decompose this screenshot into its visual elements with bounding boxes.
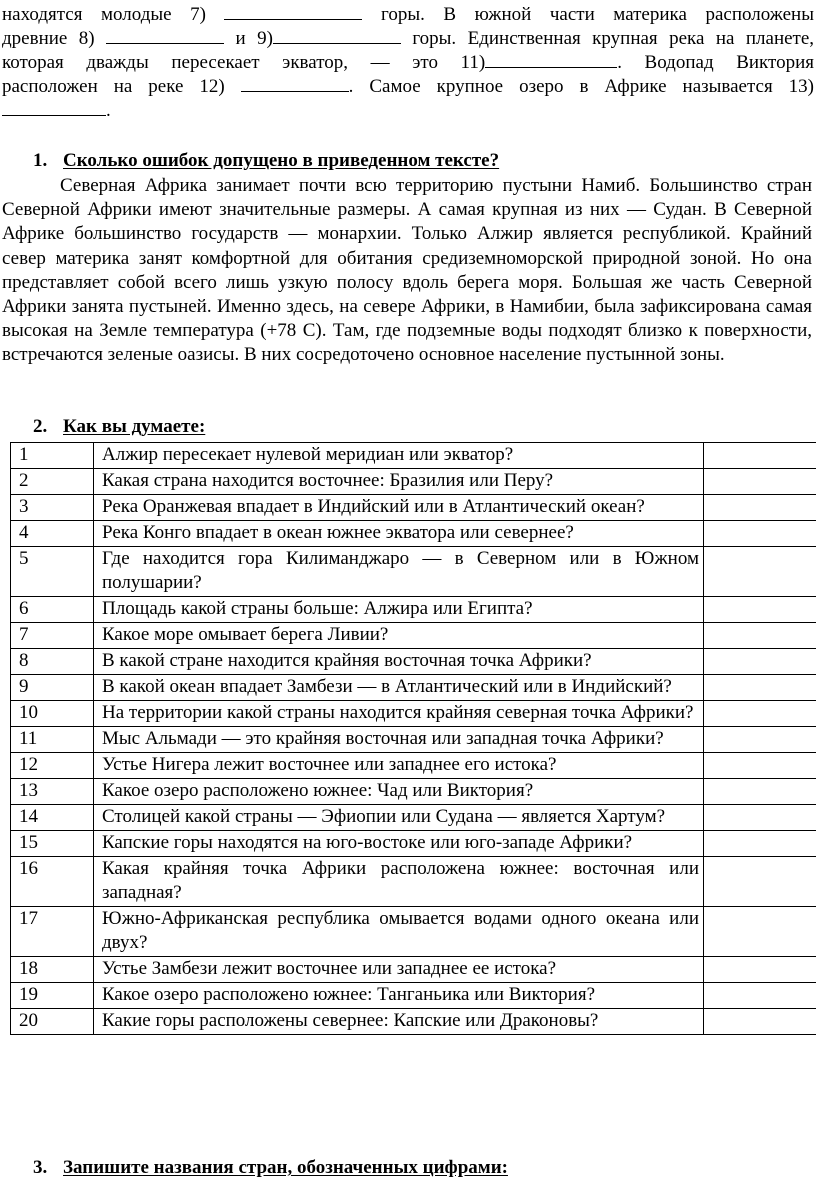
answer-cell[interactable] xyxy=(704,983,816,1009)
section-1-heading xyxy=(33,149,499,173)
table-row xyxy=(11,805,816,831)
question-number: 14 xyxy=(11,805,94,831)
questions-table-body xyxy=(11,443,816,1035)
intro-text: горы. В южной части материка расположены xyxy=(381,4,814,25)
table-row xyxy=(11,495,816,521)
table-row xyxy=(11,727,816,753)
question-number: 16 xyxy=(11,857,94,907)
question-text: Река Оранжевая впадает в Индийский или в Атлантический океан? xyxy=(94,495,704,521)
table-row xyxy=(11,675,816,701)
table-row xyxy=(11,547,816,597)
question-number: 19 xyxy=(11,983,94,1009)
table-row xyxy=(11,983,816,1009)
table-row xyxy=(11,831,816,857)
question-number: 5 xyxy=(11,547,94,597)
question-number: 9 xyxy=(11,675,94,701)
intro-text: горы. Единственная крупная река на планете, xyxy=(412,28,815,49)
question-number: 17 xyxy=(11,907,94,957)
question-text: Устье Замбези лежит восточнее или западнее ее истока? xyxy=(94,957,704,983)
question-text: Какое озеро расположено южнее: Чад или Виктория? xyxy=(94,779,704,805)
answer-cell[interactable] xyxy=(704,857,816,907)
question-number: 7 xyxy=(11,623,94,649)
answer-cell[interactable] xyxy=(704,907,816,957)
intro-line-3 xyxy=(2,50,814,75)
question-text: Южно-Африканская республика омывается водами одного океана или двух? xyxy=(94,907,704,957)
intro-text: . Водопад Виктория xyxy=(617,52,814,73)
table-row xyxy=(11,857,816,907)
answer-cell[interactable] xyxy=(704,805,816,831)
answer-cell[interactable] xyxy=(704,701,816,727)
section-1-text: Северная Африка занимает почти всю территорию пустыни Намиб. Большинство стран Северной Африки имеют значительные размеры. А самая крупная из них — Судан. В Северной Африке большинство государств — монархии. Только Алжир является республикой. Крайний север материка занят комфортной для обитания средиземноморской природной зоной. Но она представляет собой всего лишь узкую полосу вдоль берега моря. Большая же часть Северной Африки занята пустыней. Именно здесь, на севере Африки, в Намибии, была зафиксирована самая высокая на Земле температура (+78 С). Там, где подземные воды подходят близко к поверхности, встречаются зеленые оазисы. В них сосредоточено основное население пустынной зоны. xyxy=(2,175,812,366)
section-title: Запишите названия стран, обозначенных цифрами: xyxy=(63,1157,508,1178)
answer-cell[interactable] xyxy=(704,597,816,623)
answer-blank-12[interactable] xyxy=(241,74,349,92)
question-text: Площадь какой страны больше: Алжира или Египта? xyxy=(94,597,704,623)
intro-text: древние 8) xyxy=(2,28,95,49)
question-number: 12 xyxy=(11,753,94,779)
question-text: Столицей какой страны — Эфиопии или Судана — является Хартум? xyxy=(94,805,704,831)
question-number: 13 xyxy=(11,779,94,805)
answer-cell[interactable] xyxy=(704,649,816,675)
intro-text: . Самое крупное озеро в Африке называется 13) xyxy=(348,76,814,97)
answer-blank-7[interactable] xyxy=(224,2,362,20)
section-number: 3. xyxy=(33,1157,48,1178)
questions-table xyxy=(10,442,816,1035)
answer-cell[interactable] xyxy=(704,779,816,805)
answer-cell[interactable] xyxy=(704,521,816,547)
question-text: В какой стране находится крайняя восточная точка Африки? xyxy=(94,649,704,675)
intro-text: находятся молодые 7) xyxy=(2,4,206,25)
question-text: Какая страна находится восточнее: Бразилия или Перу? xyxy=(94,469,704,495)
answer-cell[interactable] xyxy=(704,547,816,597)
question-number: 1 xyxy=(11,443,94,469)
question-number: 15 xyxy=(11,831,94,857)
answer-blank-8[interactable] xyxy=(106,26,224,44)
answer-blank-11[interactable] xyxy=(485,50,617,68)
table-row xyxy=(11,907,816,957)
question-number: 18 xyxy=(11,957,94,983)
section-title: Как вы думаете: xyxy=(63,416,206,437)
question-number: 20 xyxy=(11,1009,94,1035)
table-row xyxy=(11,779,816,805)
answer-cell[interactable] xyxy=(704,675,816,701)
question-text: Какие горы расположены севернее: Капские или Драконовы? xyxy=(94,1009,704,1035)
question-number: 6 xyxy=(11,597,94,623)
table-row xyxy=(11,957,816,983)
question-text: Какое море омывает берега Ливии? xyxy=(94,623,704,649)
answer-blank-13[interactable] xyxy=(2,98,106,116)
table-row xyxy=(11,701,816,727)
intro-line-2 xyxy=(2,26,814,51)
intro-line-4 xyxy=(2,74,814,99)
intro-end: . xyxy=(106,100,111,121)
question-text: Алжир пересекает нулевой меридиан или экватор? xyxy=(94,443,704,469)
table-row xyxy=(11,469,816,495)
question-text: Капские горы находятся на юго-востоке или юго-западе Африки? xyxy=(94,831,704,857)
table-row xyxy=(11,623,816,649)
section-number: 2. xyxy=(33,416,48,437)
question-number: 8 xyxy=(11,649,94,675)
table-row xyxy=(11,521,816,547)
question-number: 2 xyxy=(11,469,94,495)
question-text: Какое озеро расположено южнее: Танганьика или Виктория? xyxy=(94,983,704,1009)
intro-line-1 xyxy=(2,2,814,27)
table-row xyxy=(11,443,816,469)
intro-line-5 xyxy=(2,98,814,123)
question-number: 10 xyxy=(11,701,94,727)
answer-cell[interactable] xyxy=(704,469,816,495)
question-number: 11 xyxy=(11,727,94,753)
answer-cell[interactable] xyxy=(704,727,816,753)
question-text: Река Конго впадает в океан южнее экватора или севернее? xyxy=(94,521,704,547)
intro-text: расположен на реке 12) xyxy=(2,76,225,97)
answer-cell[interactable] xyxy=(704,495,816,521)
answer-cell[interactable] xyxy=(704,957,816,983)
section-title: Сколько ошибок допущено в приведенном тексте? xyxy=(63,150,500,171)
question-number: 3 xyxy=(11,495,94,521)
intro-text: которая дважды пересекает экватор, — это 11) xyxy=(2,52,486,73)
question-text: Какая крайняя точка Африки расположена южнее: восточная или западная? xyxy=(94,857,704,907)
section-3-heading xyxy=(33,1156,508,1180)
table-row xyxy=(11,753,816,779)
question-number: 4 xyxy=(11,521,94,547)
table-row xyxy=(11,1009,816,1035)
answer-cell[interactable] xyxy=(704,623,816,649)
section-number: 1. xyxy=(33,150,48,171)
answer-cell[interactable] xyxy=(704,1009,816,1035)
table-row xyxy=(11,597,816,623)
question-text: Где находится гора Килиманджаро — в Северном или в Южном полушарии? xyxy=(94,547,704,597)
answer-cell[interactable] xyxy=(704,443,816,469)
answer-blank-9[interactable] xyxy=(273,26,401,44)
table-row xyxy=(11,649,816,675)
section-2-heading xyxy=(33,415,205,439)
answer-cell[interactable] xyxy=(704,831,816,857)
answer-cell[interactable] xyxy=(704,753,816,779)
question-text: На территории какой страны находится крайняя северная точка Африки? xyxy=(94,701,704,727)
question-text: Устье Нигера лежит восточнее или западнее его истока? xyxy=(94,753,704,779)
question-text: Мыс Альмади — это крайняя восточная или западная точка Африки? xyxy=(94,727,704,753)
intro-text: и 9) xyxy=(235,28,273,49)
question-text: В какой океан впадает Замбези — в Атлантический или в Индийский? xyxy=(94,675,704,701)
